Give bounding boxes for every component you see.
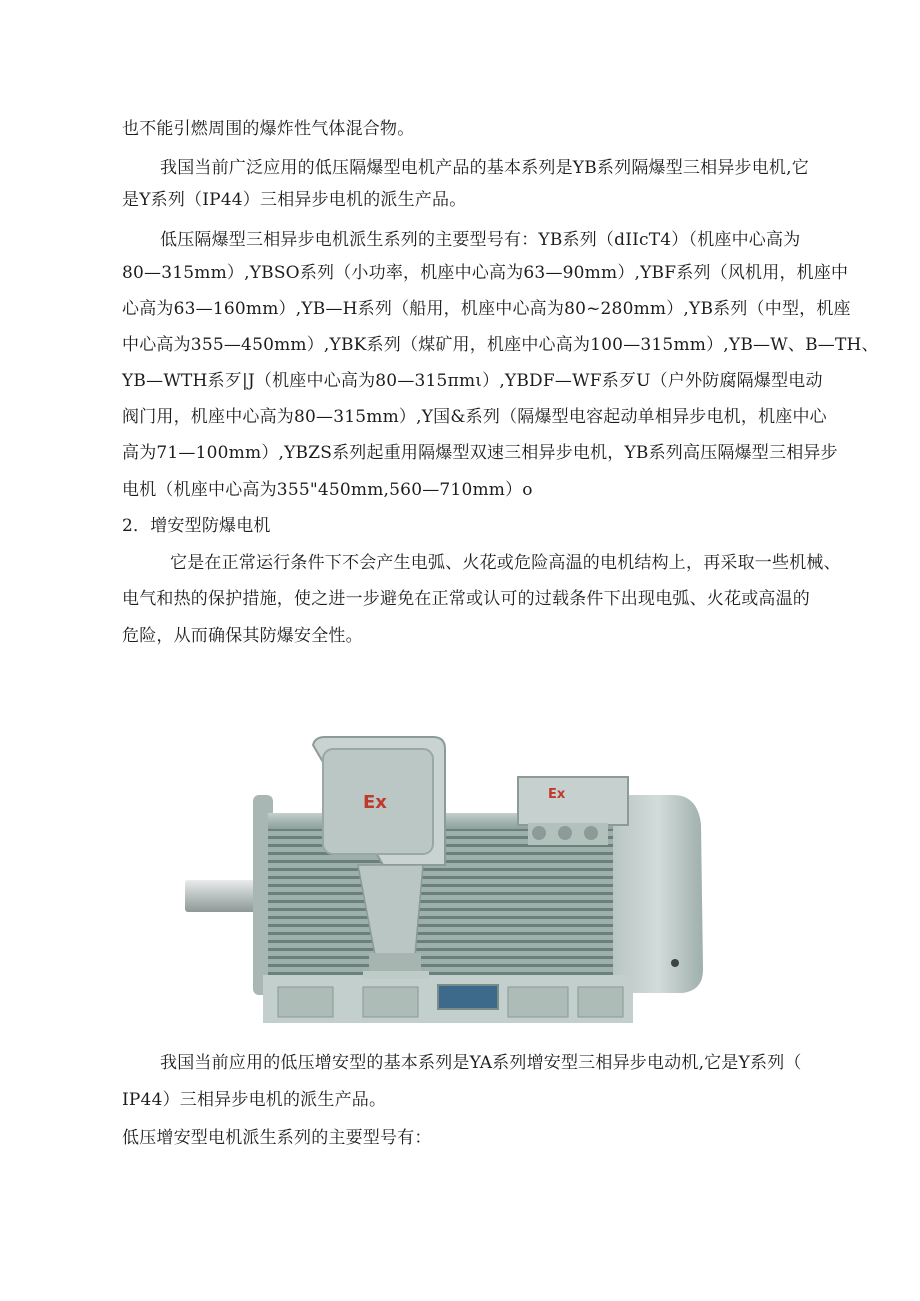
paragraph-5-line-1: 我国当前应用的低压增安型的基本系列是YA系列增安型三相异步电动机,它是Y系列（ — [160, 1053, 802, 1073]
paragraph-3-line-6: 阀门用，机座中心高为80—315mm）,Y国&系列（隔爆型电容起动单相异步电机，机座中心 — [122, 407, 827, 427]
ex-mark-right: Ex — [548, 787, 566, 802]
paragraph-3-line-3: 心高为63—160mm）,YB—H系列（船用，机座中心高为80~280mm）,YB系列（中型，机座 — [122, 299, 851, 319]
paragraph-5-line-2: IP44）三相异步电机的派生产品。 — [122, 1090, 387, 1110]
right-terminal-box — [518, 777, 628, 825]
paragraph-3-line-1: 低压隔爆型三相异步电机派生系列的主要型号有：YB系列（dIIcT4）（机座中心高为 — [160, 230, 801, 250]
paragraph-4-line-2: 电气和热的保护措施，使之进一步避免在正常或认可的过载条件下出现电弧、火花或高温的 — [122, 589, 810, 609]
section-heading: 2．增安型防爆电机 — [122, 516, 271, 536]
paragraph-1-line-1: 也不能引燃周围的爆炸性气体混合物。 — [122, 119, 415, 139]
ex-mark-left: Ex — [363, 792, 387, 813]
paragraph-2-line-1: 我国当前广泛应用的低压隔爆型电机产品的基本系列是YB系列隔爆型三相异步电机,它 — [160, 158, 809, 178]
motor-photo — [183, 735, 713, 1030]
paragraph-3-line-4: 中心高为355—450mm）,YBK系列（煤矿用，机座中心高为100—315mm）,YB—W、B—TH、 — [122, 335, 879, 355]
paragraph-3-line-5: YB—WTH系歹|J（机座中心高为80—315πmι）,YBDF—WF系歹U（户外防腐隔爆型电动 — [122, 371, 823, 391]
motor-shaft — [185, 880, 260, 912]
paragraph-4-line-3: 危险，从而确保其防爆安全性。 — [122, 626, 363, 646]
paragraph-6-line-1: 低压增安型电机派生系列的主要型号有： — [122, 1128, 432, 1148]
paragraph-4-line-1: 它是在正常运行条件下不会产生电弧、火花或危险高温的电机结构上，再采取一些机械、 — [170, 553, 841, 573]
paragraph-3-line-7: 高为71—100mm）,YBZS系列起重用隔爆型双速三相异步电机，YB系列高压隔爆型三相异步 — [122, 443, 838, 463]
paragraph-3-line-2: 80—315mm）,YBSO系列（小功率，机座中心高为63—90mm）,YBF系列（风机用，机座中 — [122, 263, 849, 283]
paragraph-2-line-2: 是Y系列（IP44）三相异步电机的派生产品。 — [122, 190, 467, 210]
paragraph-3-line-8: 电机（机座中心高为355"450mm,560—710mm）o — [122, 480, 533, 500]
